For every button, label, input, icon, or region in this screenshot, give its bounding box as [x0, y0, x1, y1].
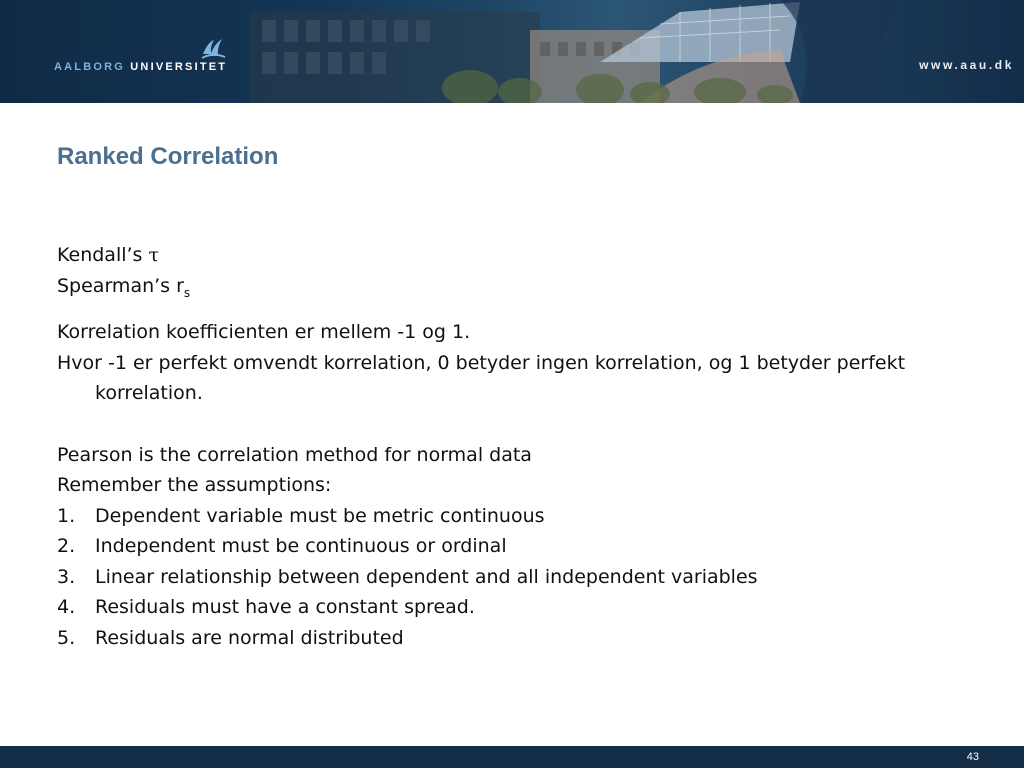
list-item-text: Residuals are normal distributed: [95, 626, 404, 649]
assumptions-list: [57, 501, 957, 654]
spearman-label: Spearman’s r: [57, 274, 184, 297]
university-name-part2: UNIVERSITET: [130, 61, 228, 73]
university-name-part1: AALBORG: [54, 61, 126, 73]
korrelation-range-line: Korrelation koefficienten er mellem -1 og 1.: [57, 321, 471, 343]
list-item-number: 5.: [57, 626, 76, 649]
list-item: [57, 501, 957, 532]
list-item-text: Dependent variable must be metric continuous: [95, 504, 545, 527]
university-name: [54, 61, 227, 73]
header-banner: [0, 0, 1024, 103]
list-item-text: Independent must be continuous or ordinal: [95, 535, 507, 557]
kendall-label: Kendall’s: [57, 244, 149, 266]
list-item: [57, 531, 957, 562]
korrelation-meaning-line: Hvor -1 er perfekt omvendt korrelation, 0 betyder ingen korrelation, og 1 betyder perfekt korrelation.: [57, 351, 906, 404]
list-item: [57, 592, 957, 623]
list-item: [57, 623, 957, 654]
spearman-subscript: s: [183, 285, 191, 300]
spacer: [57, 409, 957, 440]
spacer: [57, 301, 957, 317]
list-item-number: 1.: [57, 504, 76, 527]
slide-content: [57, 240, 957, 653]
list-item-text: Linear relationship between dependent and all independent variables: [95, 565, 758, 588]
pearson-line: Pearson is the correlation method for normal data: [57, 443, 532, 466]
kendall-line: [57, 240, 957, 271]
list-item-number: 2.: [57, 535, 76, 557]
website-url[interactable]: www.aau.dk: [919, 58, 1014, 72]
footer-bar: [0, 746, 1024, 768]
slide-title: Ranked Correlation: [57, 143, 279, 170]
list-item-text: Residuals must have a constant spread.: [95, 596, 475, 618]
list-item-number: 4.: [57, 596, 76, 618]
university-seal-icon: [200, 36, 226, 60]
tau-symbol: τ: [148, 244, 159, 266]
list-item: [57, 562, 957, 593]
list-item-number: 3.: [57, 565, 76, 588]
slide-number: 43: [966, 751, 979, 763]
assumptions-heading: Remember the assumptions:: [57, 474, 332, 496]
university-logo[interactable]: [54, 36, 254, 80]
spearman-line: [57, 271, 957, 302]
